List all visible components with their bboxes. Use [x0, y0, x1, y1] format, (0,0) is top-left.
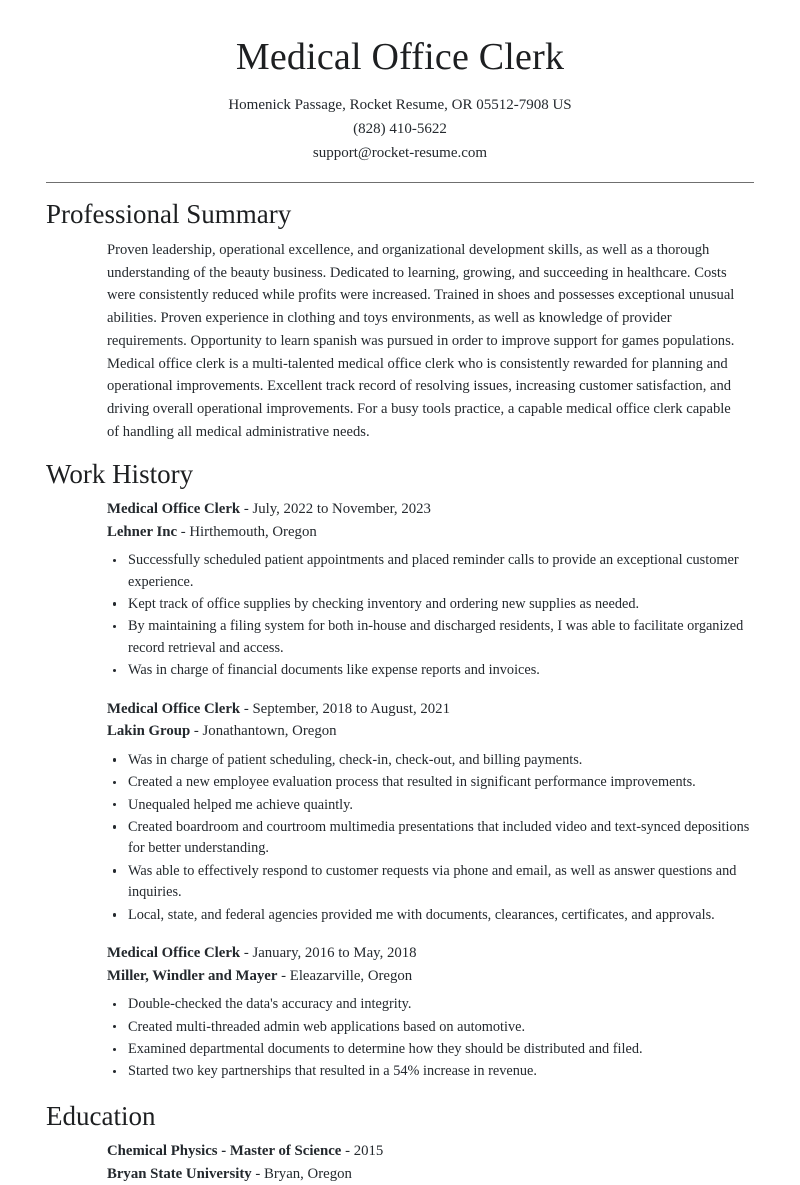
job-location: - Eleazarville, Oregon	[277, 967, 413, 984]
job-location: - Jonathantown, Oregon	[190, 723, 337, 740]
responsibility-list	[107, 750, 754, 927]
contact-phone: (828) 410-5622	[353, 120, 447, 137]
responsibility-item: Kept track of office supplies by checking inventory and ordering new supplies as needed.	[107, 594, 754, 615]
responsibility-item: Was in charge of financial documents like expense reports and invoices.	[107, 660, 754, 681]
contact-address: Homenick Passage, Rocket Resume, OR 05512-7908 US	[228, 96, 572, 113]
summary-body	[46, 239, 754, 444]
responsibility-item: Started two key partnerships that resulted in a 54% increase in revenue.	[107, 1061, 754, 1082]
education-entry	[107, 1140, 754, 1185]
responsibility-list	[107, 994, 754, 1083]
section-title-summary: Professional Summary	[46, 199, 292, 230]
section-education	[46, 1100, 754, 1185]
school-name: Bryan State University	[107, 1165, 252, 1182]
candidate-name: Medical Office Clerk	[235, 36, 565, 78]
work-entry	[107, 942, 754, 1083]
work-entries-list	[46, 498, 754, 1083]
summary-text: Proven leadership, operational excellence, and organizational development skills, as well as a thorough understanding of the beauty business. Dedicated to learning, growing, and succeeding in healthcare. Costs were consistently reduced while profits were increased. Trained in shoes and possesses exceptional unusual abilities. Proven experience in clothing and toys environments, as well as knowledge of provider requirements. Opportunity to learn spanish was pursued in order to improve support for games populations. Medical office clerk is a multi-talented medical office clerk who is consistently rewarded for planning and operational improvements. Excellent track record of resolving issues, increasing customer satisfaction, and driving overall operational improvements. For a busy tools practice, a capable medical office clerk capable of handling all medical administrative needs.	[107, 241, 735, 440]
graduation-year: - 2015	[341, 1143, 384, 1160]
responsibility-item: Created boardroom and courtroom multimedia presentations that included video and text-synced depositions for better understanding.	[107, 817, 754, 860]
job-dates: - January, 2016 to May, 2018	[240, 945, 417, 962]
header-divider	[46, 182, 754, 183]
responsibility-item: Double-checked the data's accuracy and integrity.	[107, 994, 754, 1015]
work-entry	[107, 498, 754, 682]
job-dates: - July, 2022 to November, 2023	[240, 501, 431, 518]
company-name: Lakin Group	[107, 723, 191, 740]
job-location: - Hirthemouth, Oregon	[177, 523, 317, 540]
section-work-history	[46, 458, 754, 1083]
responsibility-item: Created a new employee evaluation process that resulted in significant performance improvements.	[107, 772, 754, 793]
responsibility-item: Was in charge of patient scheduling, check-in, check-out, and billing payments.	[107, 750, 754, 771]
company-name: Miller, Windler and Mayer	[107, 967, 278, 984]
section-professional-summary	[46, 198, 754, 443]
responsibility-item: Unequaled helped me achieve quaintly.	[107, 795, 754, 816]
degree-program: Chemical Physics - Master of Science	[107, 1143, 342, 1160]
responsibility-item: Local, state, and federal agencies provided me with documents, clearances, certificates, and approvals.	[107, 905, 754, 926]
work-entry	[107, 698, 754, 926]
school-location: - Bryan, Oregon	[251, 1165, 352, 1182]
responsibility-item: Successfully scheduled patient appointments and placed reminder calls to provide an exceptional customer experience.	[107, 550, 754, 593]
company-name: Lehner Inc	[107, 523, 178, 540]
section-title-work-history: Work History	[46, 458, 194, 489]
education-entries-list	[46, 1140, 754, 1185]
responsibility-item: Created multi-threaded admin web applications based on automotive.	[107, 1017, 754, 1038]
contact-email: support@rocket-resume.com	[312, 145, 488, 162]
responsibility-list	[107, 550, 754, 682]
responsibility-item: By maintaining a filing system for both in-house and discharged residents, I was able to facilitate organized record retrieval and access.	[107, 616, 754, 659]
responsibility-item: Was able to effectively respond to customer requests via phone and email, as well as answer questions and inquiries.	[107, 861, 754, 904]
job-title: Medical Office Clerk	[107, 700, 241, 717]
job-title: Medical Office Clerk	[107, 501, 241, 518]
responsibility-item: Examined departmental documents to determine how they should be distributed and filed.	[107, 1039, 754, 1060]
section-title-education: Education	[46, 1100, 156, 1131]
resume-header	[46, 0, 754, 165]
job-title: Medical Office Clerk	[107, 945, 241, 962]
job-dates: - September, 2018 to August, 2021	[240, 700, 450, 717]
